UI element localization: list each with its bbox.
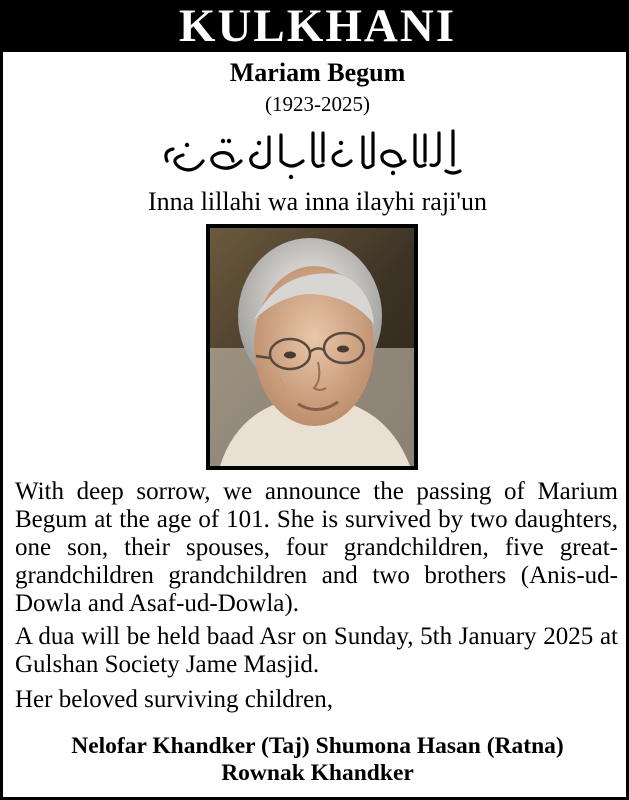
children-intro: Her beloved surviving children, xyxy=(15,686,333,713)
arabic-calligraphy xyxy=(153,121,482,181)
deceased-name: Mariam Begum xyxy=(229,58,406,87)
portrait-photo xyxy=(206,224,418,470)
calligraphy-graphic xyxy=(153,121,482,181)
portrait-image xyxy=(210,228,414,466)
deceased-years: (1923-2025) xyxy=(265,92,370,116)
announcement-paragraph: With deep sorrow, we announce the passing of Marium Begum at the age of 101. She is survived by two daughters, one son, their spouses, four grandchildren, five great-grandchildren grandchildren and two brothers (Anis-ud-Dowla and Asaf-ud-Dowla). xyxy=(15,478,618,617)
children-names-line-1: Nelofar Khandker (Taj) Shumona Hasan (Ratna) xyxy=(71,733,564,759)
dua-paragraph: A dua will be held baad Asr on Sunday, 5th January 2025 at Gulshan Society Jame Masjid. xyxy=(15,623,618,678)
transliteration-text: Inna lillahi wa inna ilayhi raji'un xyxy=(148,187,487,216)
notice-title: KULKHANI xyxy=(3,0,629,52)
surviving-children-names xyxy=(3,733,629,787)
children-names-line-2: Rownak Khandker xyxy=(221,760,414,786)
